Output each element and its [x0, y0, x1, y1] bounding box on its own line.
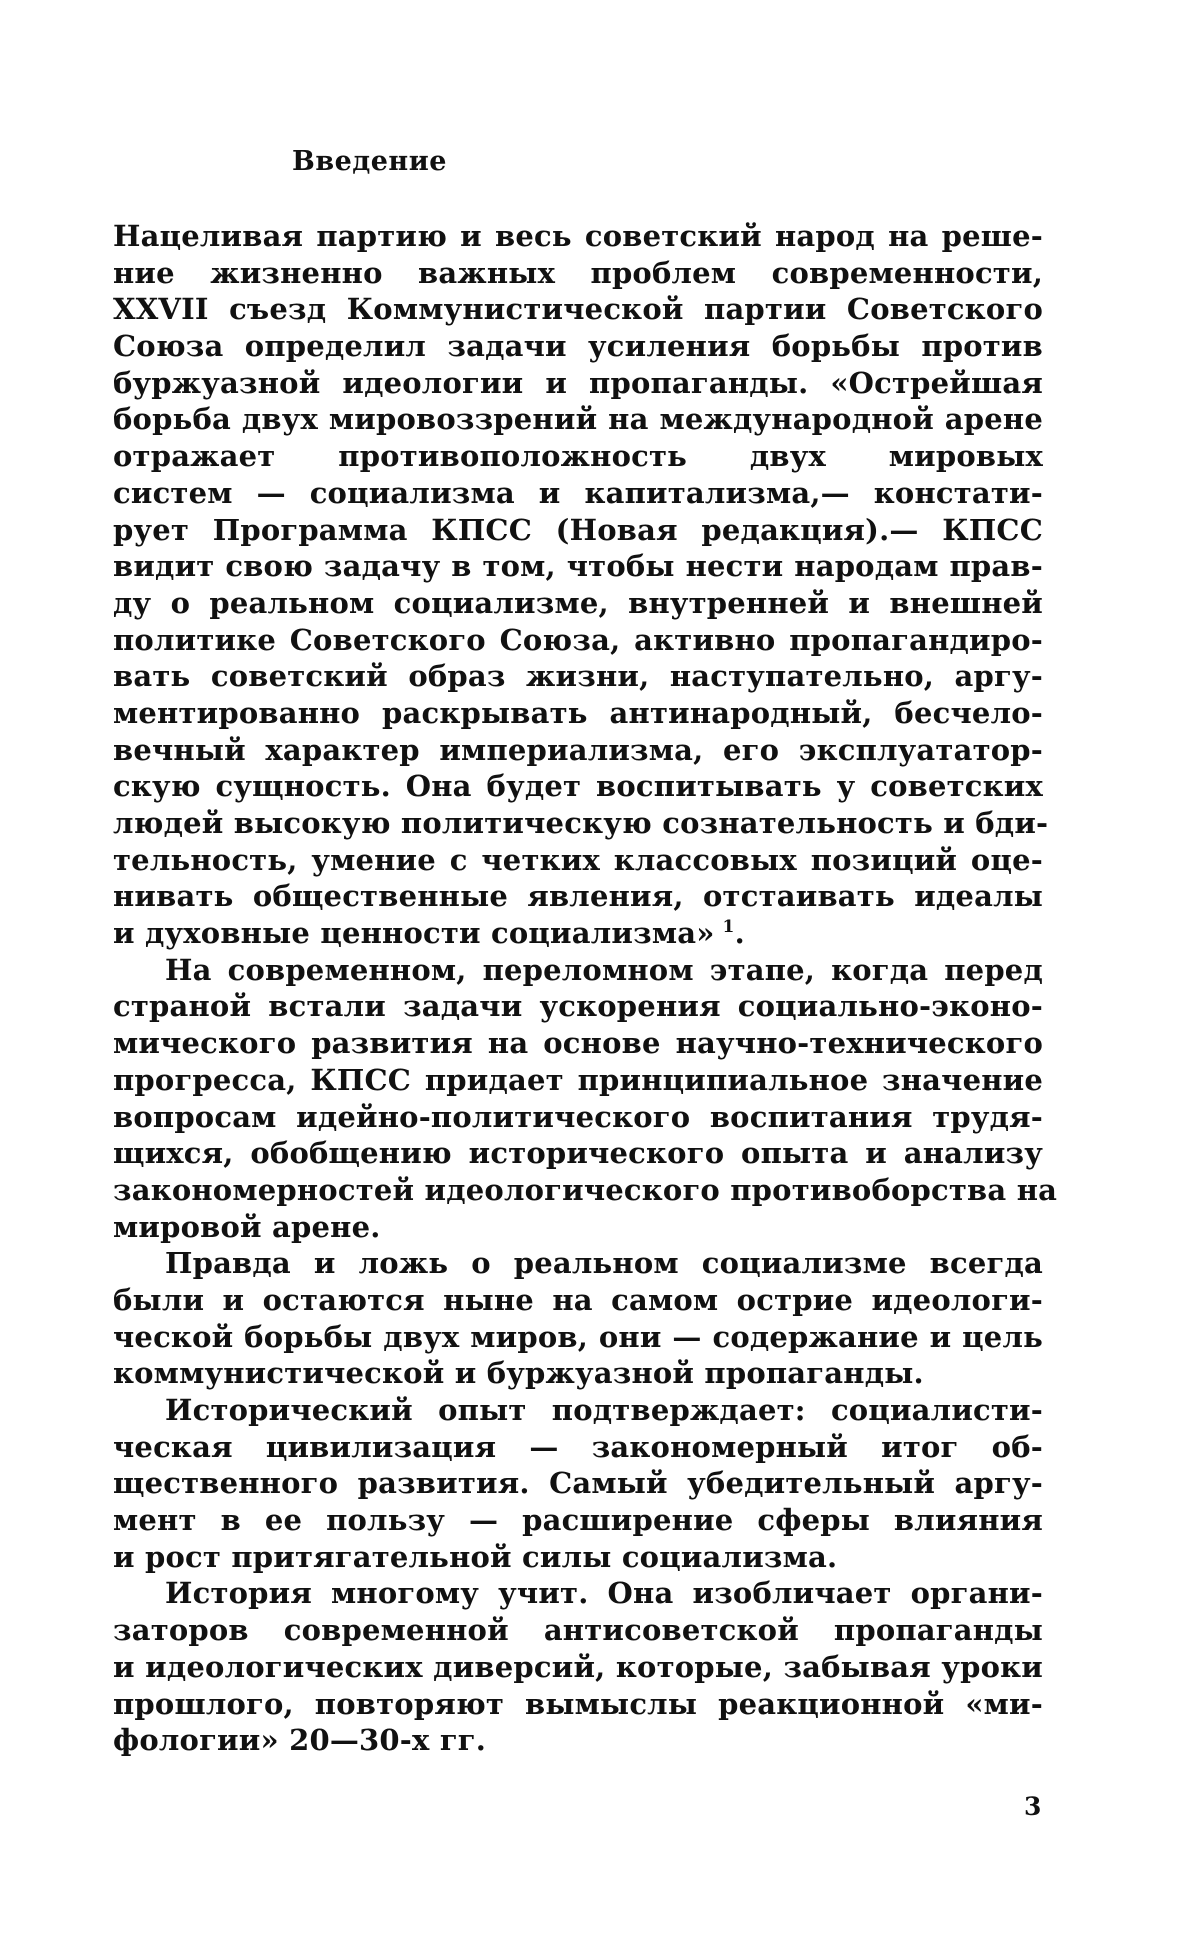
text-line: систем — социализма и капитализма,— констати-	[113, 475, 1043, 510]
text-line: заторов современной антисоветской пропаганды	[113, 1613, 1043, 1648]
text-line: мент в ее пользу — расширение сферы влияния	[113, 1503, 1043, 1538]
text-line: ментированно раскрывать антинародный, бесчело-	[113, 695, 1043, 730]
text-line: Правда и ложь о реальном социализме всегда	[165, 1246, 1043, 1281]
text-line: вечный характер империализма, его эксплуататор-	[113, 732, 1043, 767]
paragraph-3	[113, 1245, 1043, 1392]
text-line-last	[113, 915, 1043, 952]
text-line: ческой борьбы двух миров, они — содержание и цель	[113, 1319, 1043, 1354]
text-line: мического развития на основе научно-технического	[113, 1026, 1043, 1061]
text-line: мировой арене.	[113, 1209, 381, 1244]
text-line: вопросам идейно-политического воспитания трудя-	[113, 1099, 1043, 1134]
text-line-content: и духовные ценности социализма»	[113, 916, 715, 951]
text-line: На современном, переломном этапе, когда перед	[165, 952, 1043, 987]
text-line: вать советский образ жизни, наступательно, аргу-	[113, 659, 1043, 694]
text-line: Исторический опыт подтверждает: социалисти-	[165, 1393, 1043, 1427]
text-line: Союза определил задачи усиления борьбы против	[113, 329, 1043, 364]
text-line: и идеологических диверсий, которые, забывая уроки	[113, 1649, 1043, 1684]
text-line: и рост притягательной силы социализма.	[113, 1539, 838, 1574]
text-line: тельность, умение с четких классовых позиций оце-	[113, 842, 1043, 877]
text-line: прошлого, повторяют вымыслы реакционной «ми-	[113, 1686, 1043, 1721]
chapter-heading: Введение	[292, 146, 447, 177]
text-line: прогресса, КПСС придает принципиальное значение	[113, 1062, 1043, 1097]
text-line: политике Советского Союза, активно пропагандиро-	[113, 622, 1043, 657]
text-line: ду о реальном социализме, внутренней и внешней	[113, 585, 1043, 620]
text-line: щихся, обобщению исторического опыта и анализу	[113, 1136, 1043, 1171]
text-line: История многому учит. Она изобличает органи-	[165, 1576, 1043, 1611]
text-line: Нацеливая партию и весь советский народ на реше-	[113, 219, 1043, 253]
page-number: 3	[1024, 1792, 1042, 1821]
text-line: XXVII съезд Коммунистической партии Советского	[113, 292, 1043, 327]
text-line: скую сущность. Она будет воспитывать у советских	[113, 769, 1043, 804]
text-line: ние жизненно важных проблем современности,	[113, 255, 1043, 290]
text-line: нивать общественные явления, отстаивать идеалы	[113, 879, 1043, 914]
text-line: отражает противоположность двух мировых	[113, 439, 1043, 474]
text-line: буржуазной идеологии и пропаганды. «Острейшая	[113, 365, 1043, 400]
paragraph-5	[113, 1575, 1043, 1758]
text-line: страной встали задачи ускорения социально-эконо-	[113, 989, 1043, 1024]
paragraph-1	[113, 218, 1049, 952]
footnote-reference[interactable]: 1	[722, 917, 735, 938]
text-line: щественного развития. Самый убедительный аргу-	[113, 1466, 1043, 1501]
text-line: рует Программа КПСС (Новая редакция).— КПСС	[113, 512, 1043, 547]
trailing-punctuation: .	[734, 916, 745, 951]
text-line: видит свою задачу в том, чтобы нести народам прав-	[113, 549, 1043, 584]
body-text	[113, 218, 1058, 1759]
text-line: фологии» 20—30-х гг.	[113, 1723, 487, 1758]
text-line: ческая цивилизация — закономерный итог об-	[113, 1429, 1043, 1464]
text-line: были и остаются ныне на самом острие идеологи-	[113, 1282, 1043, 1317]
text-line: закономерностей идеологического противоборства на	[113, 1172, 1058, 1207]
text-line: борьба двух мировоззрений на международной арене	[113, 402, 1043, 437]
text-line: людей высокую политическую сознательность и бди-	[113, 806, 1049, 840]
paragraph-4	[113, 1392, 1043, 1575]
text-line: коммунистической и буржуазной пропаганды.	[113, 1356, 924, 1391]
paragraph-2	[113, 952, 1058, 1246]
